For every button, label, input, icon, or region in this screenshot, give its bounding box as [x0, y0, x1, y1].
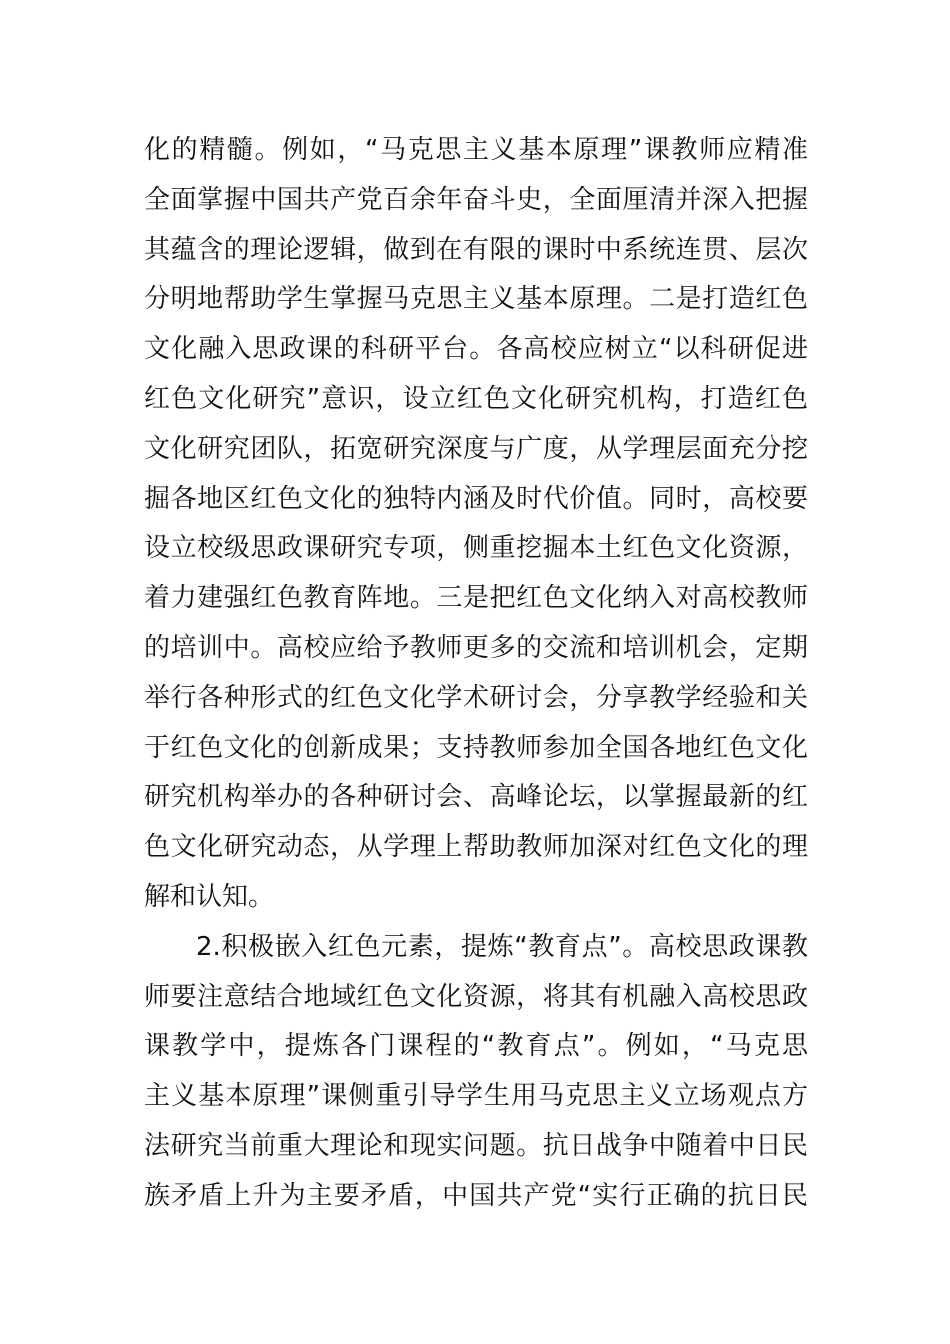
text-line: 举行各种形式的红色文化学术研讨会，分享教学经验和关: [144, 682, 808, 713]
text-line: 文化研究团队，拓宽研究深度与广度，从学理层面充分挖: [144, 433, 808, 464]
text-line: 研究机构举办的各种研讨会、高峰论坛，以掌握最新的红: [144, 782, 808, 813]
text-line: 红色文化研究”意识，设立红色文化研究机构，打造红色: [144, 383, 808, 414]
text-line: 着力建强红色教育阵地。三是把红色文化纳入对高校教师: [144, 583, 808, 614]
text-line: 解和认知。: [144, 881, 275, 912]
body-text: [144, 126, 808, 1222]
text-line: 化的精髓。例如，“马克思主义基本原理”课教师应精准: [144, 135, 808, 165]
text-line: 的培训中。高校应给予教师更多的交流和培训机会，定期: [144, 632, 808, 663]
text-line: 其蕴含的理论逻辑，做到在有限的课时中系统连贯、层次: [144, 234, 808, 265]
text-line: 法研究当前重大理论和现实问题。抗日战争中随着中日民: [144, 1130, 808, 1161]
text-line: 文化融入思政课的科研平台。各高校应树立“以科研促进: [144, 334, 808, 365]
text-line: 色文化研究动态，从学理上帮助教师加深对红色文化的理: [144, 832, 808, 863]
text-line: 分明地帮助学生掌握马克思主义基本原理。二是打造红色: [144, 284, 808, 315]
text-line: 主义基本原理”课侧重引导学生用马克思主义立场观点方: [144, 1081, 808, 1112]
text-line: 设立校级思政课研究专项，侧重挖掘本土红色文化资源，: [144, 533, 808, 564]
text-line: 2.积极嵌入红色元素，提炼“教育点”。高校思政课教: [196, 931, 808, 962]
text-line: 师要注意结合地域红色文化资源，将其有机融入高校思政: [144, 981, 808, 1012]
text-line: 掘各地区红色文化的独特内涵及时代价值。同时，高校要: [144, 483, 808, 514]
text-line: 于红色文化的创新成果；支持教师参加全国各地红色文化: [144, 732, 808, 763]
text-line: 全面掌握中国共产党百余年奋斗史，全面厘清并深入把握: [144, 184, 808, 215]
text-line: 族矛盾上升为主要矛盾，中国共产党“实行正确的抗日民: [144, 1180, 808, 1211]
text-line: 课教学中，提炼各门课程的“教育点”。例如，“马克思: [144, 1031, 808, 1062]
